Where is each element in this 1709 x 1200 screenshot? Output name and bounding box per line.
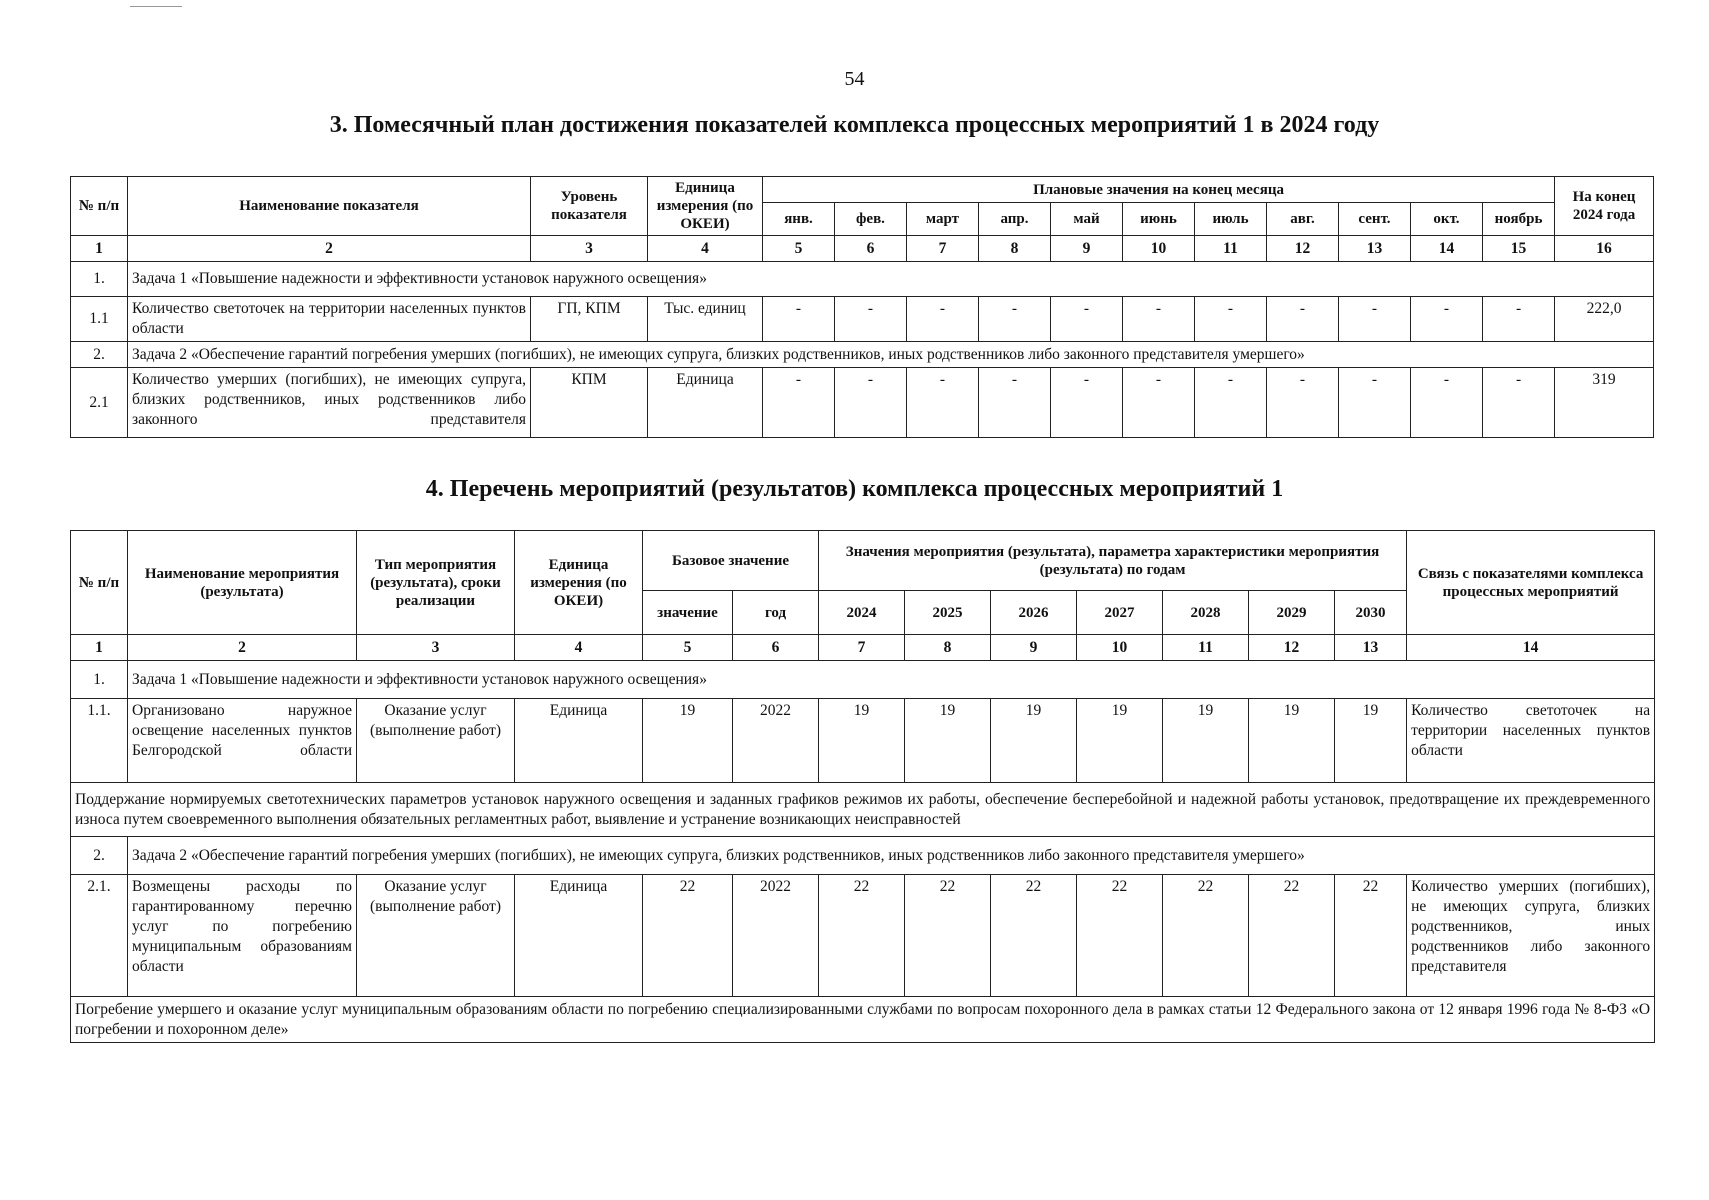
header-year: 2024 <box>819 591 905 635</box>
column-number: 4 <box>515 635 643 661</box>
year-value: 22 <box>991 875 1077 997</box>
column-number: 4 <box>648 236 763 262</box>
activities-table <box>70 530 1655 1043</box>
header-unit: Единица измерения (по ОКЕИ) <box>515 531 643 635</box>
column-number: 7 <box>819 635 905 661</box>
month-value: - <box>1195 297 1267 342</box>
section3-title: 3. Помесячный план достижения показателей комплекса процессных мероприятий 1 в 2024 году <box>329 112 1380 138</box>
column-number: 10 <box>1123 236 1195 262</box>
month-value: - <box>763 368 835 438</box>
activity-unit: Единица <box>515 875 643 997</box>
page-number: 54 <box>844 68 865 90</box>
header-year: 2027 <box>1077 591 1163 635</box>
column-number: 7 <box>907 236 979 262</box>
column-number: 6 <box>835 236 907 262</box>
column-number: 2 <box>128 236 531 262</box>
top-rule <box>130 6 182 7</box>
row-num: 1.1 <box>71 297 128 342</box>
column-number: 14 <box>1411 236 1483 262</box>
month-value: - <box>1411 368 1483 438</box>
indicator-name: Количество умерших (погибших), не имеющих супруга, близких родственников, иных родственников либо законного представителя <box>128 368 531 438</box>
month-value: - <box>763 297 835 342</box>
activity-type: Оказание услуг (выполнение работ) <box>357 875 515 997</box>
month-value: - <box>835 368 907 438</box>
column-number: 9 <box>991 635 1077 661</box>
year-value: 19 <box>1335 699 1407 783</box>
year-value: 22 <box>819 875 905 997</box>
header-base-year: год <box>733 591 819 635</box>
indicator-unit: Тыс. единиц <box>648 297 763 342</box>
month-value: - <box>979 368 1051 438</box>
year-value: 19 <box>819 699 905 783</box>
row-num: 1.1. <box>71 699 128 783</box>
year-value: 19 <box>1249 699 1335 783</box>
month-value: - <box>1483 368 1555 438</box>
column-number: 11 <box>1195 236 1267 262</box>
year-value: 22 <box>905 875 991 997</box>
column-number: 12 <box>1249 635 1335 661</box>
header-name: Наименование показателя <box>128 177 531 236</box>
header-num: № п/п <box>71 531 128 635</box>
linked-indicator: Количество умерших (погибших), не имеющих супруга, близких родственников, иных родственников либо законного представителя <box>1407 875 1655 997</box>
header-year-end: На конец 2024 года <box>1555 177 1654 236</box>
task1-text: Задача 1 «Повышение надежности и эффективности установок наружного освещения» <box>128 262 1654 297</box>
column-number: 10 <box>1077 635 1163 661</box>
base-year: 2022 <box>733 699 819 783</box>
activity-unit: Единица <box>515 699 643 783</box>
linked-indicator: Количество светоточек на территории населенных пунктов области <box>1407 699 1655 783</box>
column-number: 12 <box>1267 236 1339 262</box>
month-value: - <box>1051 297 1123 342</box>
indicator-name: Количество светоточек на территории населенных пунктов области <box>128 297 531 342</box>
row-num: 2.1 <box>71 368 128 438</box>
section4-title: 4. Перечень мероприятий (результатов) комплекса процессных мероприятий 1 <box>425 476 1284 502</box>
header-link: Связь с показателями комплекса процессных мероприятий <box>1407 531 1655 635</box>
column-number: 13 <box>1339 236 1411 262</box>
column-number: 3 <box>357 635 515 661</box>
month-value: - <box>1339 368 1411 438</box>
task2-text: Задача 2 «Обеспечение гарантий погребения умерших (погибших), не имеющих супруга, близких родственников, иных родственников либо законного представителя умершего» <box>128 837 1655 875</box>
header-type: Тип мероприятия (результата), сроки реализации <box>357 531 515 635</box>
activity-name: Организовано наружное освещение населенных пунктов Белгородской области <box>128 699 357 783</box>
task2-num: 2. <box>71 342 128 368</box>
monthly-plan-table <box>70 176 1654 438</box>
header-month: март <box>907 203 979 236</box>
header-month: янв. <box>763 203 835 236</box>
year-value: 19 <box>991 699 1077 783</box>
month-value: - <box>1123 368 1195 438</box>
header-year: 2029 <box>1249 591 1335 635</box>
column-number: 5 <box>763 236 835 262</box>
year-value: 22 <box>1335 875 1407 997</box>
column-number: 1 <box>71 236 128 262</box>
activity-type: Оказание услуг (выполнение работ) <box>357 699 515 783</box>
header-name: Наименование мероприятия (результата) <box>128 531 357 635</box>
header-num: № п/п <box>71 177 128 236</box>
year-end-value: 319 <box>1555 368 1654 438</box>
month-value: - <box>1339 297 1411 342</box>
base-value: 19 <box>643 699 733 783</box>
column-number: 11 <box>1163 635 1249 661</box>
header-month: сент. <box>1339 203 1411 236</box>
month-value: - <box>1267 297 1339 342</box>
task2-text: Задача 2 «Обеспечение гарантий погребения умерших (погибших), не имеющих супруга, близких родственников, иных родственников либо законного представителя умершего» <box>128 342 1654 368</box>
month-value: - <box>907 368 979 438</box>
header-year: 2026 <box>991 591 1077 635</box>
header-unit: Единица измерения (по ОКЕИ) <box>648 177 763 236</box>
header-year: 2028 <box>1163 591 1249 635</box>
column-number: 16 <box>1555 236 1654 262</box>
header-values: Значения мероприятия (результата), параметра характеристики мероприятия (результата) по годам <box>819 531 1407 591</box>
base-value: 22 <box>643 875 733 997</box>
year-value: 19 <box>905 699 991 783</box>
column-number: 5 <box>643 635 733 661</box>
task1-num: 1. <box>71 262 128 297</box>
column-number: 15 <box>1483 236 1555 262</box>
header-month: авг. <box>1267 203 1339 236</box>
month-value: - <box>1123 297 1195 342</box>
header-month: май <box>1051 203 1123 236</box>
month-value: - <box>907 297 979 342</box>
row-num: 2.1. <box>71 875 128 997</box>
column-number: 3 <box>531 236 648 262</box>
month-value: - <box>835 297 907 342</box>
header-base-value: значение <box>643 591 733 635</box>
header-planned: Плановые значения на конец месяца <box>763 177 1555 203</box>
year-value: 19 <box>1077 699 1163 783</box>
year-value: 19 <box>1163 699 1249 783</box>
header-year: 2030 <box>1335 591 1407 635</box>
note2: Погребение умершего и оказание услуг муниципальным образованиям области по погребению специализированными службами по вопросам похоронного дела в рамках статьи 12 Федерального закона от 12 января 1996 года № 8-ФЗ «О погребении и похоронном деле» <box>71 997 1655 1043</box>
header-month: ноябрь <box>1483 203 1555 236</box>
month-value: - <box>1267 368 1339 438</box>
column-number: 8 <box>905 635 991 661</box>
task1-text: Задача 1 «Повышение надежности и эффективности установок наружного освещения» <box>128 661 1655 699</box>
month-value: - <box>1051 368 1123 438</box>
month-value: - <box>1195 368 1267 438</box>
column-number: 1 <box>71 635 128 661</box>
base-year: 2022 <box>733 875 819 997</box>
column-number: 6 <box>733 635 819 661</box>
header-month: июнь <box>1123 203 1195 236</box>
month-value: - <box>979 297 1051 342</box>
indicator-unit: Единица <box>648 368 763 438</box>
header-year: 2025 <box>905 591 991 635</box>
header-base: Базовое значение <box>643 531 819 591</box>
header-level: Уровень показателя <box>531 177 648 236</box>
note1: Поддержание нормируемых светотехнических параметров установок наружного освещения и заданных графиков режимов их работы, обеспечение бесперебойной и надежной работы установок, предотвращение их преждевременного износа путем своевременного выполнения обязательных регламентных работ, выявление и устранение возникающих неисправностей <box>71 783 1655 837</box>
column-number: 13 <box>1335 635 1407 661</box>
month-value: - <box>1483 297 1555 342</box>
column-number: 14 <box>1407 635 1655 661</box>
header-month: фев. <box>835 203 907 236</box>
year-value: 22 <box>1077 875 1163 997</box>
task1-num: 1. <box>71 661 128 699</box>
year-end-value: 222,0 <box>1555 297 1654 342</box>
column-number: 8 <box>979 236 1051 262</box>
header-month: апр. <box>979 203 1051 236</box>
column-number: 2 <box>128 635 357 661</box>
column-number: 9 <box>1051 236 1123 262</box>
indicator-level: КПМ <box>531 368 648 438</box>
year-value: 22 <box>1163 875 1249 997</box>
header-month: окт. <box>1411 203 1483 236</box>
header-month: июль <box>1195 203 1267 236</box>
activity-name: Возмещены расходы по гарантированному перечню услуг по погребению муниципальным образованиям области <box>128 875 357 997</box>
task2-num: 2. <box>71 837 128 875</box>
indicator-level: ГП, КПМ <box>531 297 648 342</box>
year-value: 22 <box>1249 875 1335 997</box>
month-value: - <box>1411 297 1483 342</box>
